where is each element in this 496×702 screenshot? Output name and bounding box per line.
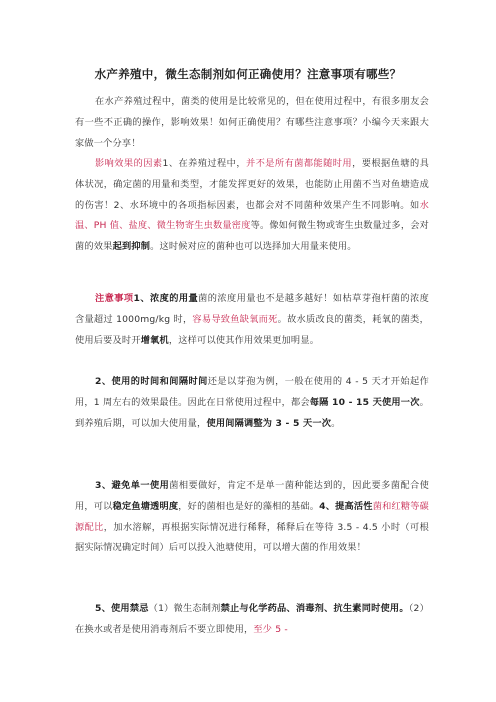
mixing-text-3: ，加水溶解，再根据实际情况进行稀释，稀释后在等待 3.5 - 4.5 小时（可根据实际情况确定时间）后可以投入池塘使用，可以增大菌的作用效果！ — [75, 521, 429, 554]
mixing-bold-2: 稳定鱼塘透明度 — [112, 500, 179, 512]
notes-text-3: ，这样可以使其作用效果更加明显。 — [168, 334, 320, 346]
timing-text-1: 还是以芽孢为例，一般在使用的 4 - 5 天才开始起作用，1 周左右的效果最佳。因此在日常使用过程中，都会 — [75, 376, 429, 408]
effect-factors-paragraph — [75, 154, 429, 258]
notes-paragraph — [75, 289, 429, 351]
effect-factors-heading: 影响效果的因素 — [95, 158, 163, 169]
effect-text-3: 等。像如何微生物或寄生虫数量过多，会对菌的效果 — [75, 220, 429, 253]
taboo-paragraph — [75, 599, 429, 641]
mixing-bold-1: 3、避免单一使用 — [95, 480, 170, 491]
taboo-bold-2: 禁止与化学药品、消毒剂、抗生素同时使用。 — [220, 603, 409, 614]
taboo-highlight-1: 至少 5 - — [253, 623, 288, 635]
effect-text-1: 1、在养殖过程中， — [162, 158, 246, 169]
notes-text-1: 菌的浓度用量也不是越多越好！如枯草芽孢杆菌的浓度含量超过 1000mg/kg 时， — [75, 293, 429, 325]
timing-bold-2: 每隔 10 - 15 天使用一次 — [309, 396, 420, 408]
mixing-highlight-1: 菌和红糖等碳源配比 — [75, 500, 430, 533]
notes-bold-2: 增氧机 — [140, 334, 169, 346]
intro-text: 在水产养殖过程中，菌类的使用是比较常见的，但在使用过程中，有很多朋友会有一些不正确的操作，影响效果！如何正确使用？有哪些注意事项？小编今天来跟大家做一个分享！ — [75, 96, 429, 149]
effect-text-4: 。这时候对应的菌种也可以选择加大用量来使用。 — [150, 241, 357, 253]
notes-heading: 注意事项 — [95, 293, 134, 304]
notes-bold-1: 1、浓度的用量 — [133, 293, 199, 304]
notes-highlight-1: 容易导致鱼缺氧而死 — [192, 313, 278, 325]
effect-highlight-1: 并不是所有菌都能随时用 — [245, 158, 353, 169]
mixing-bold-3: 4、提高活性 — [319, 500, 373, 512]
effect-bold-1: 起到抑制 — [112, 241, 151, 253]
timing-text-3: 。 — [331, 417, 341, 429]
mixing-paragraph — [75, 476, 429, 559]
mixing-text-1: 菌相要做好，肯定不是单一菌种能达到的，因此要多菌配合使用，可以 — [75, 480, 429, 512]
effect-highlight-2: 水温、PH 值、盐度、微生物寄生虫数量密度 — [75, 199, 429, 232]
effect-text-2: ，要根据鱼塘的具体状况，确定菌的用量和类型，才能发挥更好的效果，也能防止用菌不当对鱼塘造成的伤害！2、水环境中的各项指标因素，也都会对不同菌种效果产生不同影响。如 — [75, 158, 429, 211]
timing-paragraph — [75, 372, 429, 434]
notes-text-2: 。故水质改良的菌类，耗氧的菌类，使用后要及时开 — [75, 313, 429, 346]
taboo-text-1: （1）微生态制剂 — [148, 603, 221, 614]
timing-bold-3: 使用间隔调整为 3 - 5 天一次 — [206, 417, 332, 429]
taboo-bold-1: 5、使用禁忌 — [95, 603, 149, 614]
timing-bold-1: 2、使用的时间和间隔时间 — [95, 376, 208, 387]
taboo-text-2: （2）在换水或者是使用消毒剂后不要立即使用， — [75, 603, 429, 635]
intro-paragraph — [75, 92, 429, 154]
mixing-text-2: ，好的菌相也是好的藻相的基础。 — [178, 500, 320, 512]
timing-text-2: 。到养殖后期，可以加大使用量， — [75, 396, 429, 429]
article-title: 水产养殖中，微生态制剂如何正确使用？注意事项有哪些？ — [94, 67, 402, 81]
